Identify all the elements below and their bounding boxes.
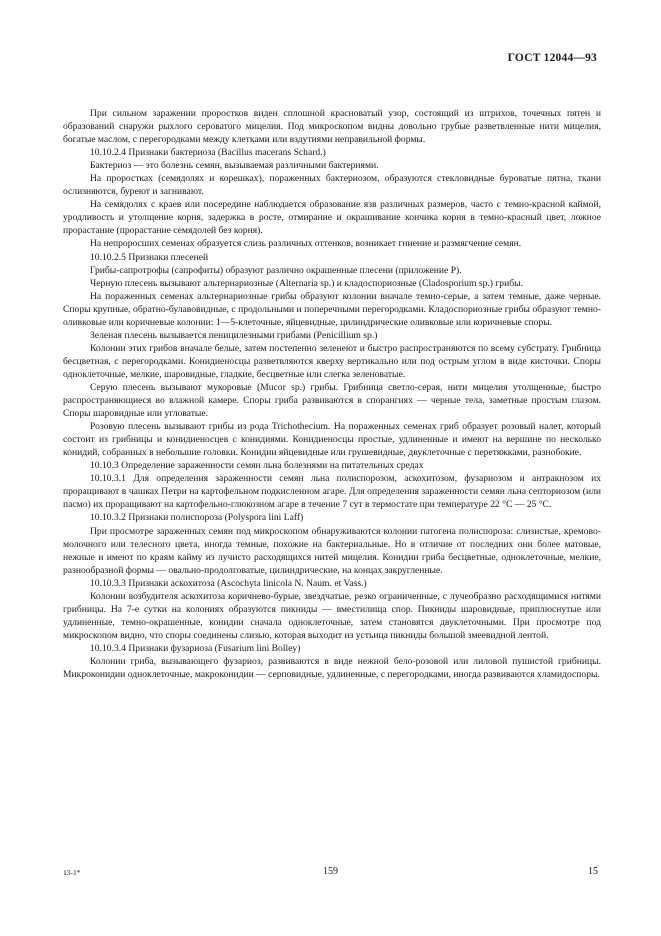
paragraph: Бактериоз — это болезнь семян, вызываемая различными бактериями. xyxy=(90,160,379,172)
paragraph: Черную плесень вызывают альтернариозные (Alternaria sp.) и кладоспориозные (Cladosporium sp.) грибы. xyxy=(90,277,523,289)
section-heading: 10.10.3.3 Признаки аскохитоза (Ascochyta linicola N. Naum. et Vass.) xyxy=(90,577,367,589)
section-heading: 10.10.2.5 Признаки плесеней xyxy=(90,251,209,263)
footer-sequence-number: 159 xyxy=(323,866,338,877)
paragraph: На проростках (семядолях и корешках), пораженных бактериозом, образуются стекловидные буроватые пятна, ткани ослизняются, буреют и загнивают. xyxy=(63,173,601,198)
section-heading: 10.10.2.4 Признаки бактериоза (Bacillus macerans Schard.) xyxy=(90,147,326,159)
section-heading: 10.10.3.2 Признаки полиспороза (Polyspora lini Laff) xyxy=(90,512,304,524)
paragraph: Колонии возбудителя аскохитоза коричнево-бурые, звездчатые, резко ограниченные, с лучеобразно расходящимися нитями грибницы. На 7-е сутки на колониях образуются пикниды — вместилища спор. Пикниды шаровидные, приплюснутые или удлиненные, темно-окрашенные, конидии сначала одноклеточные, затем становятся двуклеточными. При просмотре под микроскопом видно, что споры соединены слизью, которая выходит из устьица пикниды большой змеевидной лентой. xyxy=(63,590,601,641)
paragraph: Колонии гриба, вызывающего фузариоз, развиваются в виде нежной бело-розовой или лиловой пушистой грибницы. Микроконидии одноклеточные, макроконидии — серповидные, удлиненные, с перегородками, иногда развиваются хламидоспоры. xyxy=(63,655,601,681)
paragraph: На семядолях с краев или посередине наблюдается образование язв различных размеров, часто с темно-красной каймой, уродливость и утолщение корня, задержка в росте, отмирание и окрашивание кончика корня в темно-красный цвет, ложное прорастание (прорастание семядолей без корня). xyxy=(63,199,601,237)
paragraph: Розовую плесень вызывают грибы из рода Trichothecium. На пораженных семенах гриб образует розовый налет, который состоит из грибницы и конидиеносцев с конидиями. Конидиеносцы простые, удлиненные и имеют на вершине по несколько конидий, собранных в небольшие головки. Конидии яйцевидные или грушевидные, двуклеточные с перетяжками, разнобокие. xyxy=(63,421,601,459)
document-header: ГОСТ 12044—93 xyxy=(507,52,597,64)
paragraph: При просмотре зараженных семян под микроскопом обнаруживаются колонии патогена полиспороза: слизистые, кремово-молочного или телесного цвета, иногда темные, похожие на бактериальные. Но в отличие от последних они более матовые, нежные и имеют по краям кайму из лучисто расходящихся нитей мицелия. Конидии гриба бесцветные, одноклеточные, мелкие, разнообразной формы — овально-продолговатые, цилиндрические, на концах закругленные. xyxy=(63,525,601,576)
page-number: 15 xyxy=(588,866,598,877)
paragraph: При сильном заражении проростков виден сплошной красноватый узор, состоящий из штрихов, точечных пятен и образований снаружи рыхлого сероватого мицелия. Под микроскопом видны довольно грубые разветвленные нити мицелия, богатые маслом, с перегородками между клетками или вздутиями неправильной формы. xyxy=(63,108,601,146)
section-heading: 10.10.3 Определение зараженности семян льна болезнями на питательных средах xyxy=(90,460,424,472)
paragraph: Серую плесень вызывают мукоровые (Mucor sp.) грибы. Грибница светло-серая, нити мицелия утолщенные, быстро распространяющиеся во влажной камере. Споры гриба развиваются в спорангиях — черные тела, заметные простым глазом. Споры шаровидные или угловатые. xyxy=(63,381,601,420)
document-body xyxy=(63,107,601,681)
section-heading: 10.10.3.4 Признаки фузариоза (Fusarium lini Bolley) xyxy=(90,642,301,654)
footer-print-mark: 13-1* xyxy=(63,868,81,877)
paragraph: 10.10.3.1 Для определения зараженности семян льна полиспорозом, аскохитозом, фузариозом и антракнозом их проращивают в чашках Петри на картофельном подкисленном агаре. Для определения зараженности семян льна септориозом (или пасмо) их проращивают на картофельно-глюкозном агаре в течение 7 сут в термостате при температуре 22 °С — 25 °С. xyxy=(63,473,601,511)
paragraph: Колонии этих грибов вначале белые, затем постепенно зеленеют и быстро распространяются по всему субстрату. Грибница бесцветная, с перегородками. Конидиеносцы разветвляются кверху вертикально или под острым углом в виде кисточки. Споры одноклеточные, мелкие, шаровидные, гладкие, бесцветные или слегка зеленоватые. xyxy=(63,342,601,380)
paragraph: Зеленая плесень вызывается пеницилезными грибами (Penicillium sp.) xyxy=(90,329,378,341)
paragraph: На пораженных семенах альтернариозные грибы образуют колонии вначале темно-серые, а затем темные, даже черные. Споры крупные, обратно-булавовидные, с продольными и поперечными перегородками. Кладоспориозные грибы образуют темно-оливковые или коричневые колонии: 1—5-клеточные, яйцевидные, цилиндрические оливковые или коричневые споры. xyxy=(63,290,601,328)
paragraph: Грибы-сапротрофы (сапрофиты) образуют различно окрашенные плесени (приложение Р). xyxy=(90,264,462,276)
paragraph: На непроросших семенах образуется слизь различных оттенков, возникает гниение и размягчение семян. xyxy=(90,238,522,250)
